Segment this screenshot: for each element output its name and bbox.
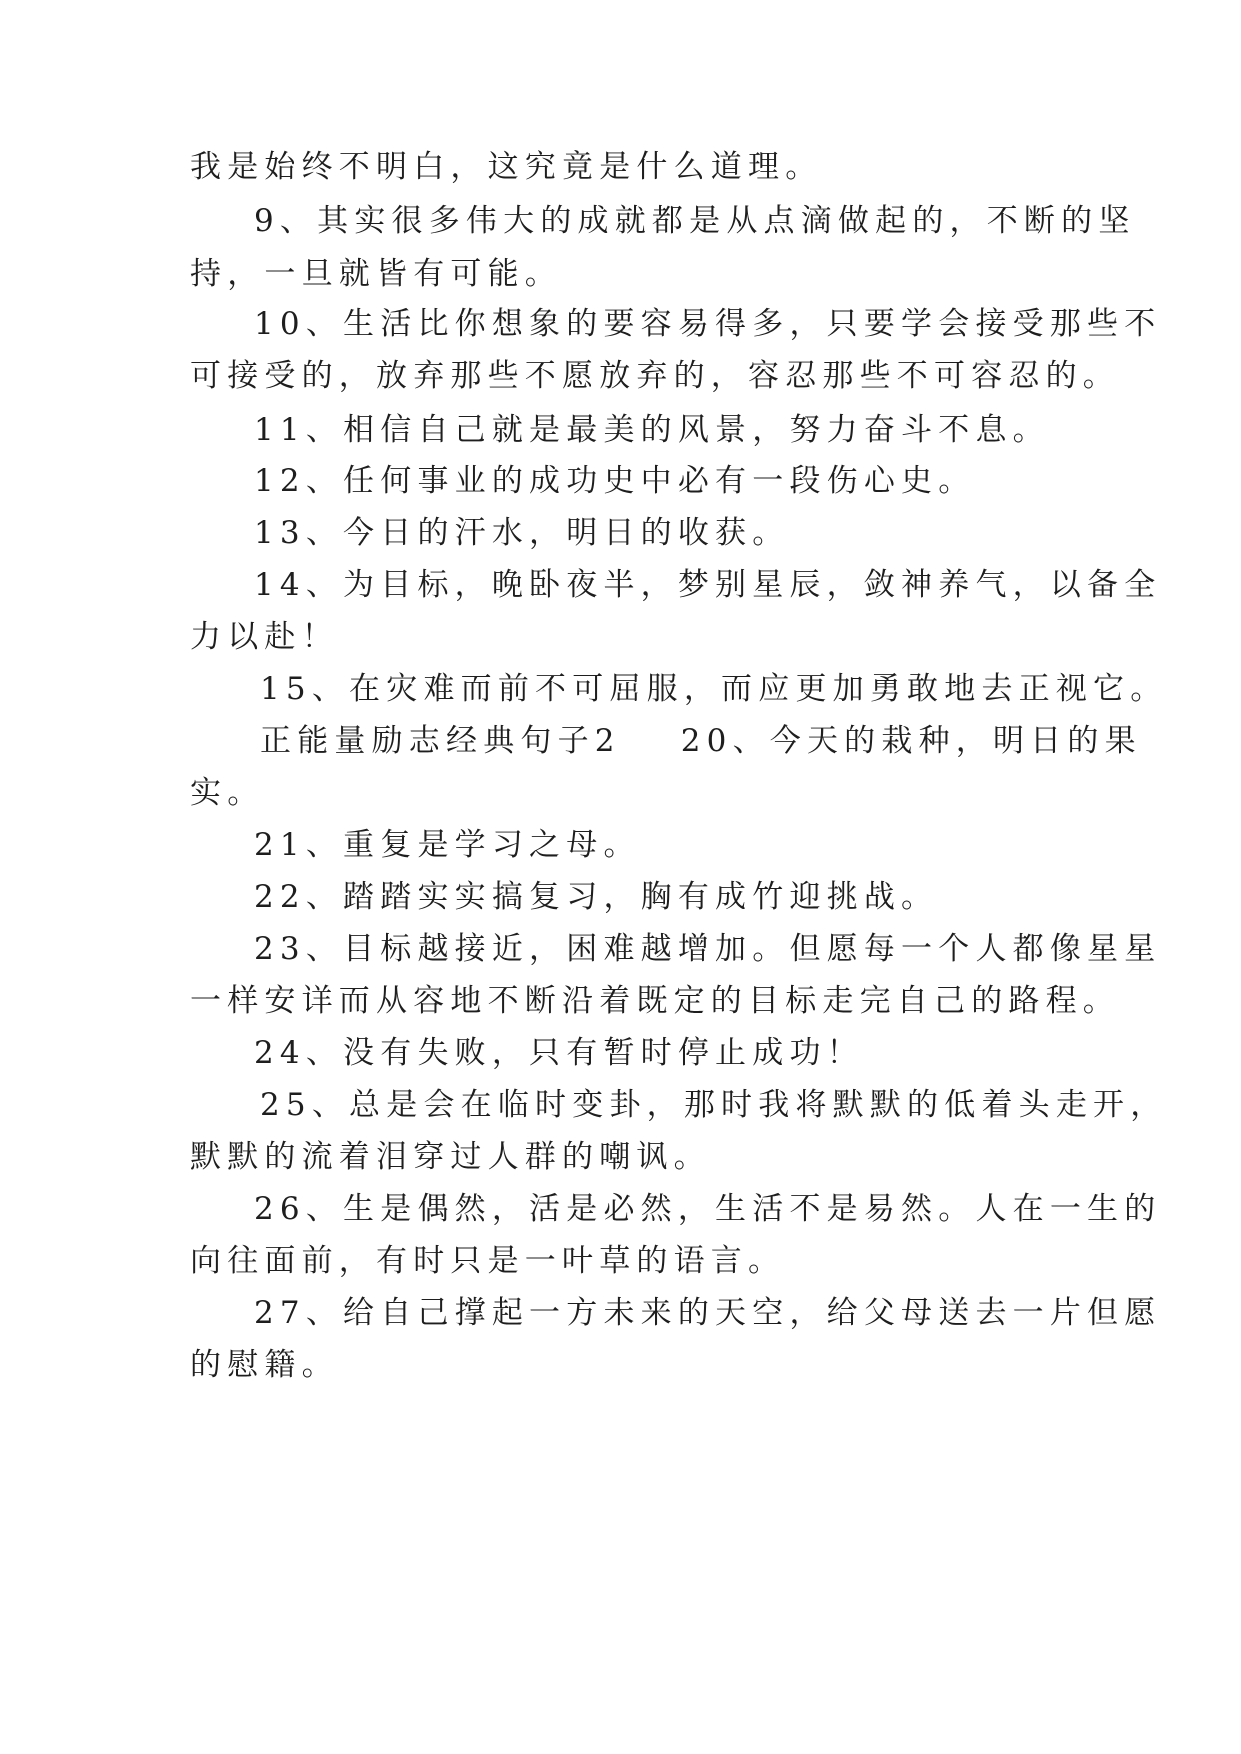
text-line-7: 12、任何事业的成功史中必有一段伤心史。 — [254, 463, 976, 499]
text-line-22: 向往面前，有时只是一叶草的语言。 — [190, 1243, 786, 1279]
text-line-4: 10、生活比你想象的要容易得多，只要学会接受那些不 — [254, 306, 1162, 342]
text-line-20: 默默的流着泪穿过人群的嘲讽。 — [190, 1139, 711, 1175]
text-line-5: 可接受的，放弃那些不愿放弃的，容忍那些不可容忍的。 — [190, 358, 1120, 394]
text-line-17: 一样安详而从容地不断沿着既定的目标走完自己的路程。 — [190, 983, 1120, 1019]
text-line-1: 我是始终不明白，这究竟是什么道理。 — [190, 149, 823, 185]
text-line-11: 15、在灾难而前不可屈服，而应更加勇敢地去正视它。 — [260, 671, 1168, 707]
text-line-8: 13、今日的汗水，明日的收获。 — [254, 515, 790, 551]
text-line-16: 23、目标越接近，困难越增加。但愿每一个人都像星星 — [254, 931, 1162, 967]
text-line-23: 27、给自己撑起一方未来的天空，给父母送去一片但愿 — [254, 1295, 1162, 1331]
text-line-12 — [260, 721, 1142, 761]
text-line-6: 11、相信自己就是最美的风景，努力奋斗不息。 — [254, 412, 1050, 448]
text-line-3: 持，一旦就皆有可能。 — [190, 256, 562, 292]
text-line-14: 21、重复是学习之母。 — [254, 827, 641, 863]
text-line-19: 25、总是会在临时变卦，那时我将默默的低着头走开， — [260, 1087, 1168, 1123]
text-line-24: 的慰籍。 — [190, 1347, 339, 1383]
text-line-13: 实。 — [190, 775, 265, 811]
text-line-15: 22、踏踏实实搞复习，胸有成竹迎挑战。 — [254, 879, 939, 915]
text-line-10: 力以赴！ — [190, 619, 339, 655]
section-heading: 正能量励志经典句子2 — [260, 723, 621, 759]
text-line-21: 26、生是偶然，活是必然，生活不是易然。人在一生的 — [254, 1191, 1162, 1227]
text-line-2: 9、其实很多伟大的成就都是从点滴做起的，不断的坚 — [254, 203, 1136, 239]
text-line-18: 24、没有失败，只有暂时停止成功！ — [254, 1035, 864, 1071]
heading-line-text: 20、今天的栽种，明日的果 — [680, 723, 1142, 759]
text-line-9: 14、为目标，晚卧夜半，梦别星辰，敛神养气，以备全 — [254, 567, 1162, 603]
